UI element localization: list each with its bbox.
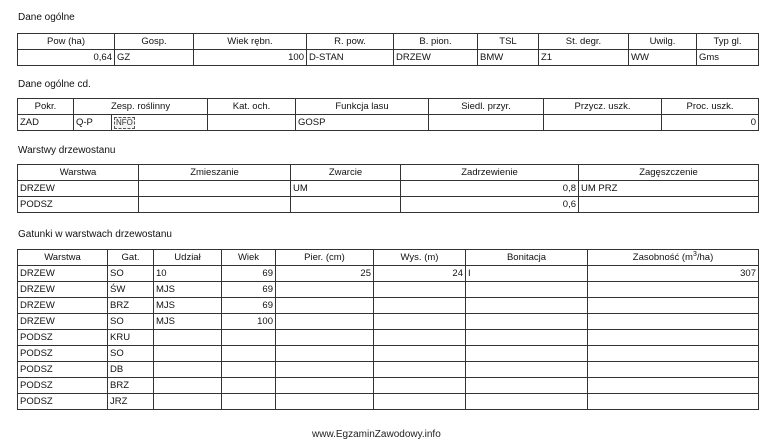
cell — [222, 346, 276, 362]
cell — [139, 181, 291, 197]
cell: SO — [108, 346, 154, 362]
section-title-general: Dane ogólne — [18, 12, 75, 23]
cell — [276, 362, 374, 378]
header-cell: TSL — [478, 34, 539, 50]
table-row — [18, 282, 759, 298]
cell — [222, 394, 276, 410]
table-row — [18, 330, 759, 346]
header-cell: Pow (ha) — [18, 34, 115, 50]
cell-gosp: GZ — [115, 50, 194, 66]
cell: PODSZ — [18, 362, 108, 378]
table-species — [17, 249, 759, 410]
cell — [588, 378, 759, 394]
cell — [374, 346, 466, 362]
cell-pow: 0,64 — [18, 50, 115, 66]
table-row — [18, 362, 759, 378]
header-cell: Bonitacja — [466, 250, 588, 266]
header-cell: Siedl. przyr. — [429, 99, 544, 115]
table-row — [18, 314, 759, 330]
cell — [154, 346, 222, 362]
header-cell: Gosp. — [115, 34, 194, 50]
cell — [222, 362, 276, 378]
section-title-species: Gatunki w warstwach drzewostanu — [18, 229, 172, 240]
cell — [466, 314, 588, 330]
header-cell: Uwilg. — [629, 34, 697, 50]
cell — [276, 394, 374, 410]
cell-st-degr: Z1 — [539, 50, 629, 66]
header-cell: Gat. — [108, 250, 154, 266]
cell — [276, 298, 374, 314]
header-cell: Pokr. — [18, 99, 74, 115]
cell — [588, 282, 759, 298]
nfo-label: NFO — [116, 117, 133, 127]
cell: JRZ — [108, 394, 154, 410]
zasobnosc-label: Zasobność (m — [632, 251, 693, 263]
cell — [374, 298, 466, 314]
table-row — [18, 378, 759, 394]
cell: 307 — [588, 266, 759, 282]
cell — [276, 378, 374, 394]
section-title-layers: Warstwy drzewostanu — [18, 145, 116, 156]
cell — [466, 346, 588, 362]
cell: BRZ — [108, 298, 154, 314]
cell — [466, 282, 588, 298]
cell — [374, 378, 466, 394]
cell: DRZEW — [18, 282, 108, 298]
cell — [154, 362, 222, 378]
cell-przycz — [544, 115, 662, 131]
cell: DRZEW — [18, 298, 108, 314]
table-row — [18, 181, 759, 197]
header-cell: Warstwa — [18, 165, 139, 181]
header-cell: Funkcja lasu — [296, 99, 429, 115]
cell — [291, 197, 401, 213]
cell-uwilg: WW — [629, 50, 697, 66]
cell — [374, 282, 466, 298]
zasobnosc-unit: /ha) — [696, 251, 714, 263]
table-row — [18, 266, 759, 282]
cell — [588, 346, 759, 362]
header-cell: Proc. uszk. — [662, 99, 759, 115]
table-header-row — [18, 34, 759, 50]
cell-typ-gl: Gms — [697, 50, 759, 66]
cell — [374, 394, 466, 410]
cell — [579, 197, 759, 213]
cell — [466, 378, 588, 394]
cell — [139, 197, 291, 213]
header-cell: Zesp. roślinny — [74, 99, 208, 115]
cell: 25 — [276, 266, 374, 282]
table-row — [18, 197, 759, 213]
header-cell: Pier. (cm) — [276, 250, 374, 266]
table-general — [17, 33, 759, 66]
cell: 24 — [374, 266, 466, 282]
cell-proc: 0 — [662, 115, 759, 131]
cell: 69 — [222, 266, 276, 282]
cell: PODSZ — [18, 346, 108, 362]
cell — [588, 314, 759, 330]
watermark: www.EgzaminZawodowy.info — [312, 429, 441, 440]
cell — [222, 378, 276, 394]
cell: 69 — [222, 282, 276, 298]
table-layers — [17, 164, 759, 213]
header-cell: Wys. (m) — [374, 250, 466, 266]
cell: 0,6 — [401, 197, 579, 213]
cell: 0,8 — [401, 181, 579, 197]
cell: MJS — [154, 314, 222, 330]
cell: MJS — [154, 282, 222, 298]
cell: MJS — [154, 298, 222, 314]
cell: PODSZ — [18, 197, 139, 213]
cell — [588, 298, 759, 314]
table-row — [18, 115, 759, 131]
header-cell: Wiek rębn. — [194, 34, 307, 50]
cell — [374, 362, 466, 378]
cell: ŚW — [108, 282, 154, 298]
cell — [466, 298, 588, 314]
cell — [374, 314, 466, 330]
table-row — [18, 346, 759, 362]
cell — [588, 330, 759, 346]
cell: 10 — [154, 266, 222, 282]
cell: I — [466, 266, 588, 282]
cell — [466, 394, 588, 410]
zasobnosc-sup: 3 — [692, 250, 697, 258]
cell: UM PRZ — [579, 181, 759, 197]
header-cell: R. pow. — [307, 34, 394, 50]
cell-pokr: ZAD — [18, 115, 74, 131]
header-cell: Przycz. uszk. — [544, 99, 662, 115]
header-cell: St. degr. — [539, 34, 629, 50]
cell-zesp: Q-P — [74, 115, 112, 131]
cell — [466, 362, 588, 378]
cell — [276, 314, 374, 330]
header-cell: B. pion. — [394, 34, 478, 50]
header-cell: Kat. och. — [208, 99, 296, 115]
cell: 100 — [222, 314, 276, 330]
cell — [154, 394, 222, 410]
cell — [276, 330, 374, 346]
header-cell-zasobnosc — [588, 250, 759, 266]
cell-kat-och — [208, 115, 296, 131]
table-row — [18, 394, 759, 410]
header-cell: Wiek — [222, 250, 276, 266]
table-header-row — [18, 99, 759, 115]
header-cell: Zagęszczenie — [579, 165, 759, 181]
cell: SO — [108, 266, 154, 282]
cell — [276, 282, 374, 298]
cell: PODSZ — [18, 378, 108, 394]
table-header-row — [18, 165, 759, 181]
cell: DRZEW — [18, 181, 139, 197]
table-header-row — [18, 250, 759, 266]
cell — [276, 346, 374, 362]
species-rows — [18, 266, 759, 410]
table-row — [18, 298, 759, 314]
cell: UM — [291, 181, 401, 197]
header-cell: Zadrzewienie — [401, 165, 579, 181]
cell: SO — [108, 314, 154, 330]
cell: DB — [108, 362, 154, 378]
cell-wiek-rebn: 100 — [194, 50, 307, 66]
header-cell: Typ gl. — [697, 34, 759, 50]
table-row — [18, 50, 759, 66]
cell: BRZ — [108, 378, 154, 394]
cell: KRU — [108, 330, 154, 346]
cell — [588, 394, 759, 410]
cell-funkcja: GOSP — [296, 115, 429, 131]
section-title-general-cont: Dane ogólne cd. — [18, 79, 91, 90]
cell: 69 — [222, 298, 276, 314]
cell-nfo — [112, 115, 208, 131]
header-cell: Warstwa — [18, 250, 108, 266]
cell: PODSZ — [18, 330, 108, 346]
cell — [154, 378, 222, 394]
header-cell: Udział — [154, 250, 222, 266]
cell: PODSZ — [18, 394, 108, 410]
cell — [154, 330, 222, 346]
cell-b-pion: DRZEW — [394, 50, 478, 66]
cell-r-pow: D-STAN — [307, 50, 394, 66]
cell — [222, 330, 276, 346]
cell — [588, 362, 759, 378]
header-cell: Zwarcie — [291, 165, 401, 181]
cell: DRZEW — [18, 266, 108, 282]
cell-siedl — [429, 115, 544, 131]
table-general-cont — [17, 98, 759, 131]
cell — [374, 330, 466, 346]
cell — [466, 330, 588, 346]
cell: DRZEW — [18, 314, 108, 330]
header-cell: Zmieszanie — [139, 165, 291, 181]
cell-tsl: BMW — [478, 50, 539, 66]
